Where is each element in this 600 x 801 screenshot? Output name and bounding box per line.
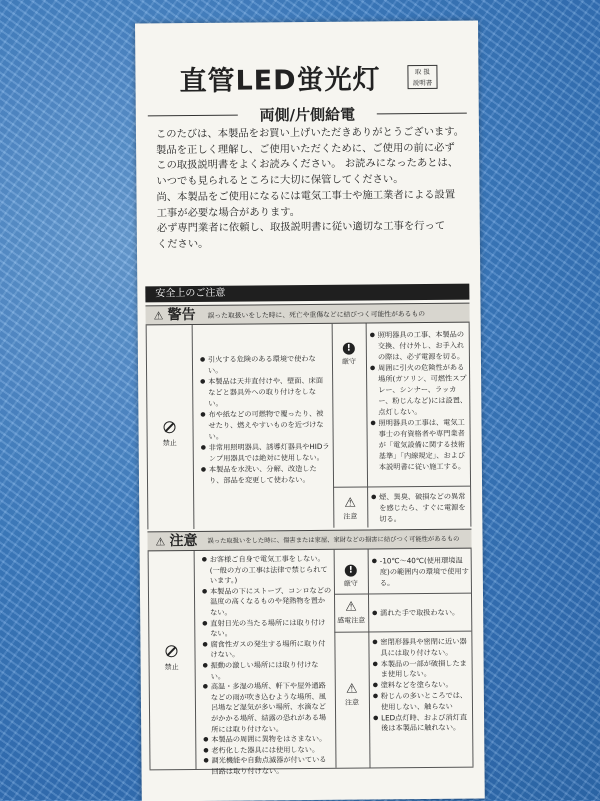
caution-right-list-2 xyxy=(372,607,470,619)
caution-triangle-icon: ⚠ xyxy=(155,535,166,549)
subtitle-row xyxy=(148,103,467,126)
list-item: ● 密閉形器具や密閉に近い器具には取り付けない。 xyxy=(372,637,470,659)
prohibit-label: 禁止 xyxy=(162,439,177,448)
warning-right-list-2 xyxy=(371,491,469,525)
list-item: ● 本製品の周囲に異物をはさまない。 xyxy=(203,734,333,746)
caution-right-list-3 xyxy=(372,637,471,735)
prohibit-cell xyxy=(148,645,194,672)
caution-cell xyxy=(333,495,367,521)
list-item: ● 布や紙などの可燃物で覆ったり、被せたり、燃えやすいものを近づけない。 xyxy=(200,408,330,442)
intro-line: 工事が必要な場合があります。 xyxy=(156,205,301,219)
list-item: ● LED点灯時、および消灯直後は本製品に触れない。 xyxy=(373,712,471,734)
list-item: ● 振動の激しい場所には取り付けない。 xyxy=(203,660,333,682)
prohibit-icon xyxy=(163,421,175,433)
shock-label: 感電注意 xyxy=(337,616,366,625)
list-item: ● 濡れた手で取扱わない。 xyxy=(372,607,470,619)
mandatory-label: 厳守 xyxy=(341,357,357,366)
caution-icon-label: 注意 xyxy=(343,512,358,521)
list-item: ● 高温・多湿の場所、軒下や屋外通路などの雨が吹き込むような場所、風呂場など湿気が多い場所、水滴などがかかる場所、結露の恐れがある場所には取り付けない。 xyxy=(203,681,333,735)
instruction-sheet xyxy=(135,21,485,801)
divider-line xyxy=(148,115,238,117)
table-border xyxy=(334,593,471,595)
intro-line: 必ず専門業者に依頼し、取扱説明書に従い適切な工事を行って xyxy=(156,220,446,235)
list-item: ● 周囲に引火の危険性がある場所(ガソリン、可燃性スプレー、シンナー、ラッカー、粉じんなど)には設置、点灯しない。 xyxy=(370,362,468,418)
list-item: ● 非常用照明器具、誘導灯器具やHIDランプ用器具では絶対に使用しない。 xyxy=(201,441,331,464)
caution-left-list xyxy=(202,554,334,778)
list-item: ● 調光機能や自動点滅器が付いている回路は取り付けない。 xyxy=(203,755,333,777)
caution-icon-label: 注意 xyxy=(344,698,359,707)
mandatory-icon: ! xyxy=(345,565,357,577)
list-item: ● 直射日光の当たる場所には取り付けない。 xyxy=(202,617,332,639)
caution-triangle-icon: ⚠ xyxy=(345,681,358,697)
list-item: ● 本製品の下にストーブ、コンロなどの温度の高くなるものや発熱物を置かない。 xyxy=(202,586,332,619)
list-item: ● 照明器具の工事、本製品の交換、付け外し、お手入れの際は、必ず電源を切る。 xyxy=(370,329,468,363)
list-item: ● お客様ご自身で電気工事をしない。(一般の方の工事は法律で禁じられています。) xyxy=(202,554,332,587)
list-item: ● 照明器具の工事は、電気工事士の有資格者や専門業者が「電気設備に関する技術基準」「内線規定」、および本説明書に従い施工する。 xyxy=(370,417,468,473)
caution-band xyxy=(147,529,471,552)
list-item: ● 引火する危険のある環境で使わない。 xyxy=(200,353,330,376)
badge-line-2: 説明書 xyxy=(412,78,433,88)
warning-triangle-icon: ⚠ xyxy=(153,309,164,323)
page-subtitle: 両側/片側給電 xyxy=(259,105,356,125)
intro-line: 製品を正しく理解し、ご使用いただくために、ご使用の前に必ず xyxy=(156,141,455,157)
warning-band xyxy=(145,303,469,326)
list-item: ● 老朽化した器具には使用しない。 xyxy=(203,744,333,756)
list-item: ● 粉じんの多いところでは、使用しない、触らない xyxy=(373,691,471,713)
mandatory-cell xyxy=(332,339,366,366)
intro-line: ください。 xyxy=(156,237,209,251)
caution-label: 注意 xyxy=(169,532,198,550)
shock-cell xyxy=(334,599,368,625)
warning-left-list xyxy=(200,353,331,486)
intro-line: この取扱説明書をよくお読みください。 お読みになったあとは、 xyxy=(156,157,459,172)
caution-right-list-1 xyxy=(372,555,470,589)
intro-line: いつでも見られるところに大切に保管してください。 xyxy=(156,173,404,188)
list-item: ● 本製品の一部が破損したまま使用しない。 xyxy=(373,658,471,680)
warning-description: 誤った取扱いをした時に、死亡や重傷などに結びつく可能性があるもの xyxy=(207,309,426,320)
list-item: ● 腐食性ガスの発生する場所に取り付けない。 xyxy=(202,639,332,661)
prohibit-icon xyxy=(165,645,177,657)
table-border xyxy=(333,486,470,488)
list-item: ● 塗料などを塗らない。 xyxy=(373,680,471,692)
mandatory-label: 厳守 xyxy=(343,579,358,588)
list-item: ● 本製品は天井直付けや、壁面、床面などと器具外への取り付けをしない。 xyxy=(200,375,330,409)
list-item: ● 煙、異臭、破損などの異常を感じたら、すぐに電源を切る。 xyxy=(371,491,469,525)
intro-line: 尚、本製品をご使用になるには電気工事士や施工業者による設置 xyxy=(156,188,456,204)
list-item: ● 本製品を水洗い、分解、改造したり、部品を変更して使わない。 xyxy=(201,463,331,486)
manual-badge xyxy=(407,65,437,89)
warning-right-list xyxy=(370,329,469,473)
page-title: 直管LED蛍光灯 xyxy=(179,64,381,98)
divider-line xyxy=(377,113,467,115)
table-border xyxy=(334,631,471,633)
prohibit-cell xyxy=(146,421,192,448)
electric-shock-icon: ⚠ xyxy=(345,599,358,615)
intro-line: このたびは、本製品をお買い上げいただきありがとうございます。 xyxy=(155,125,465,141)
prohibit-label: 禁止 xyxy=(164,663,179,672)
caution-description: 誤った取扱いをした時に、傷害または家屋、家財などの損害に結びつく可能性があるもの xyxy=(207,535,460,545)
badge-line-1: 取 扱 xyxy=(414,67,431,77)
table-border xyxy=(368,549,371,767)
warning-label: 警告 xyxy=(167,306,196,324)
caution-triangle-icon: ⚠ xyxy=(344,495,357,511)
intro-text xyxy=(156,125,469,253)
table-border xyxy=(471,549,474,767)
mandatory-icon: ! xyxy=(343,343,355,355)
mandatory-cell xyxy=(334,561,368,588)
caution-cell xyxy=(335,681,369,707)
list-item: ● -10℃〜40℃(使用環境温度)の範囲内の環境で使用する。 xyxy=(372,555,470,589)
title-row xyxy=(135,55,478,98)
safety-header: 安全上のご注意 xyxy=(145,284,469,303)
